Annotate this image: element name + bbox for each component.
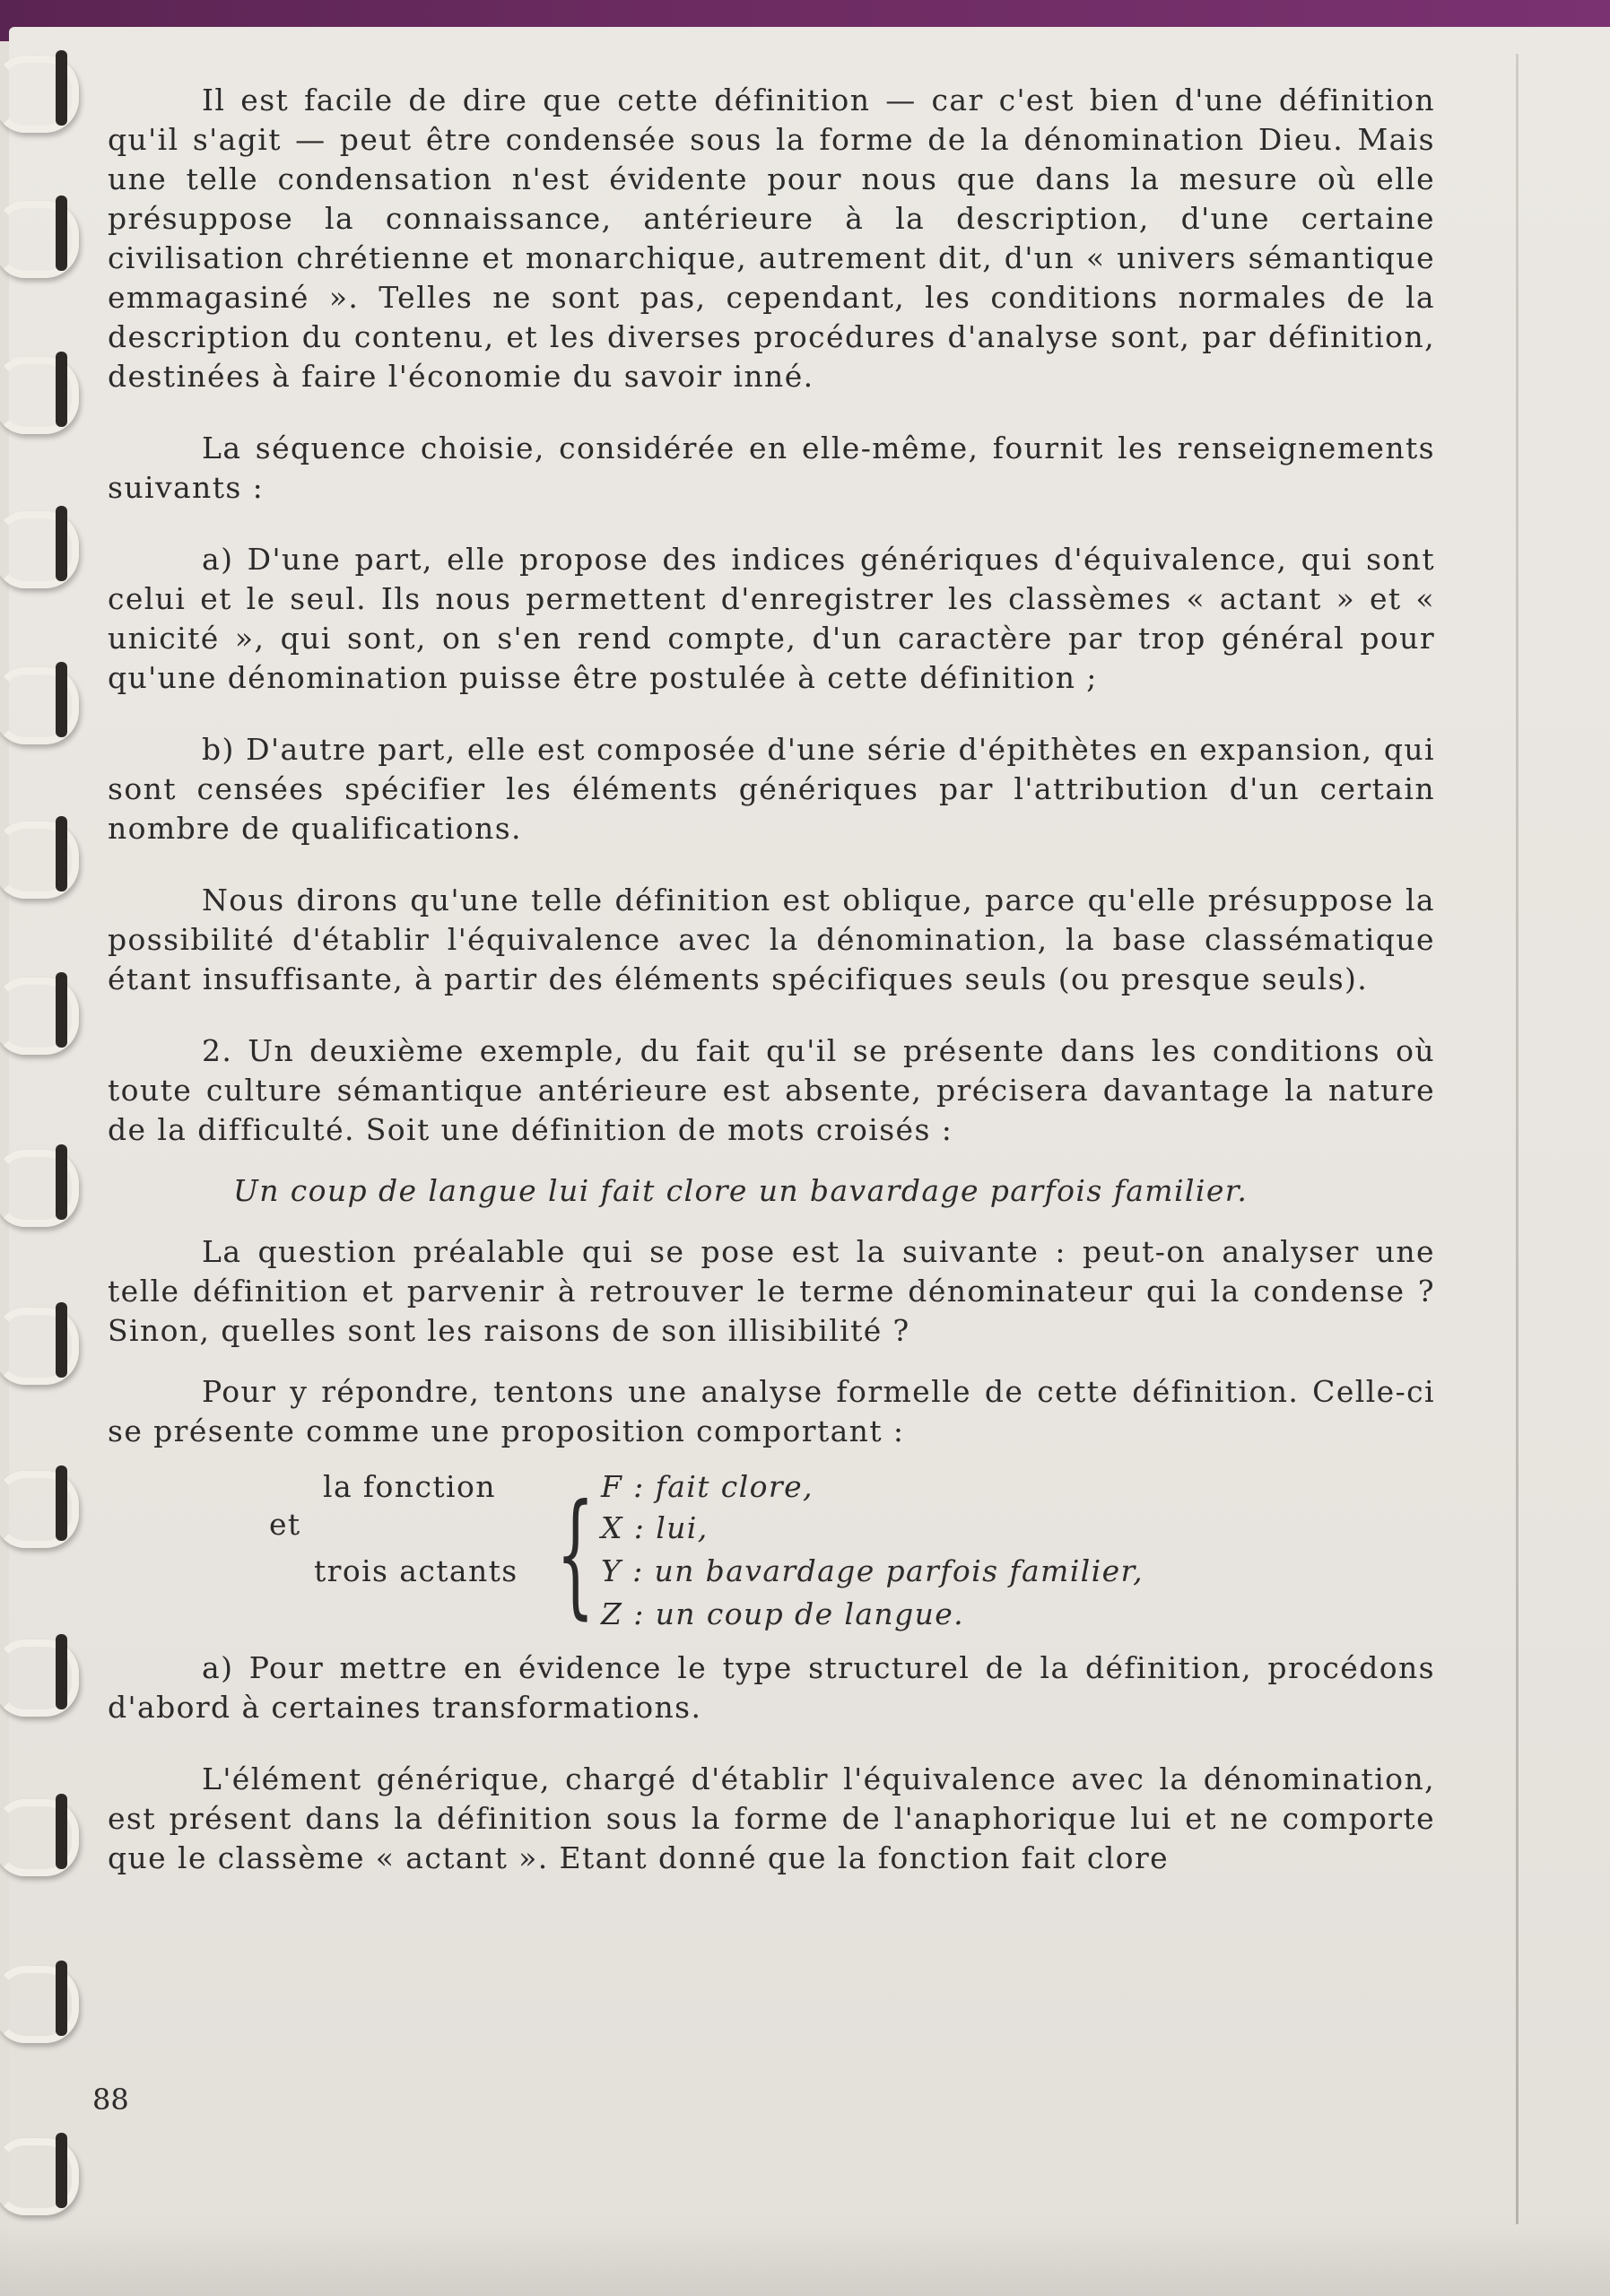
page-text xyxy=(108,81,1435,1878)
actants-label: trois actants xyxy=(314,1553,518,1588)
binding-ring xyxy=(0,192,74,274)
formula-block xyxy=(108,1451,1435,1648)
actant-z: Z : un coup de langue. xyxy=(601,1596,965,1631)
paragraph: La question préalable qui se pose est la suivante : peut-on analyser une telle définition et parvenir à retrouver le terme dénominateur qui la condense ? Sinon, quelles sont les raisons de son illisibilité ? xyxy=(108,1234,1435,1348)
paragraph: a) Pour mettre en évidence le type structurel de la définition, procédons d'abord à certaines transformations. xyxy=(108,1650,1435,1725)
binding-ring xyxy=(0,1141,74,1223)
binding-ring xyxy=(0,1790,74,1873)
binding-ring xyxy=(0,813,74,895)
paragraph: b) D'autre part, elle est composée d'une série d'épithètes en expansion, qui sont censées spécifier les éléments génériques par l'attribution d'un certain nombre de qualifications. xyxy=(108,732,1435,846)
binding-ring xyxy=(0,969,74,1051)
bottom-shadow xyxy=(0,2224,1610,2296)
actant-x: X : lui, xyxy=(601,1510,709,1545)
page-number: 88 xyxy=(92,2083,129,2117)
conjunction: et xyxy=(269,1507,301,1542)
binding-ring xyxy=(0,1957,74,2039)
binding-ring xyxy=(0,348,74,430)
brace: { xyxy=(556,1476,596,1632)
page-edge xyxy=(1516,54,1519,2224)
binding-ring xyxy=(0,1631,74,1713)
binding-ring xyxy=(0,502,74,585)
paragraph: 2. Un deuxième exemple, du fait qu'il se présente dans les conditions où toute culture sémantique antérieure est absente, précisera davantage la nature de la difficulté. Soit une définition de mots croisés : xyxy=(108,1033,1435,1147)
paragraph: Il est facile de dire que cette définition — car c'est bien d'une définition qu'il s'agit — peut être condensée sous la forme de la dénomination Dieu. Mais une telle condensation n'est évidente pour nous que dans la mesure où elle présuppose la connaissance, antérieure à la description, d'une certaine civilisation chrétienne et monarchique, autrement dit, d'un « univers sémantique emmagasiné ». Telles ne sont pas, cependant, les conditions normales de la description du contenu, et les diverses procédures d'analyse sont, par définition, destinées à faire l'économie du savoir inné. xyxy=(108,83,1435,394)
binding-ring xyxy=(0,1299,74,1381)
function-label: la fonction xyxy=(323,1469,496,1504)
paragraph: La séquence choisie, considérée en elle-même, fournit les renseignements suivants : xyxy=(108,430,1435,505)
binding-ring xyxy=(0,47,74,129)
paragraph: Pour y répondre, tentons une analyse formelle de cette définition. Celle-ci se présente comme une proposition comportant : xyxy=(108,1374,1435,1448)
spiral-binding xyxy=(0,0,99,2296)
function-value: F : fait clore, xyxy=(601,1469,814,1504)
binding-ring xyxy=(0,2129,74,2212)
actant-y: Y : un bavardage parfois familier, xyxy=(601,1553,1144,1588)
paragraph: a) D'une part, elle propose des indices génériques d'équivalence, qui sont celui et le seul. Ils nous permettent d'enregistrer les classèmes « actant » et « unicité », qui sont, on s'en rend compte, d'un caractère par trop général pour qu'une dénomination puisse être postulée à cette définition ; xyxy=(108,542,1435,695)
crossword-definition: Un coup de langue lui fait clore un bavardage parfois familier. xyxy=(233,1173,1249,1208)
binding-ring xyxy=(0,1462,74,1544)
paragraph: Nous dirons qu'une telle définition est oblique, parce qu'elle présuppose la possibilité d'établir l'équivalence avec la dénomination, la base classématique étant insuffisante, à partir des éléments spécifiques seuls (ou presque seuls). xyxy=(108,883,1435,996)
paragraph: L'élément générique, chargé d'établir l'équivalence avec la dénomination, est présent dans la définition sous la forme de l'anaphorique lui et ne comporte que le classème « actant ». Etant donné que la fonction fait clore xyxy=(108,1761,1435,1875)
binding-ring xyxy=(0,658,74,741)
